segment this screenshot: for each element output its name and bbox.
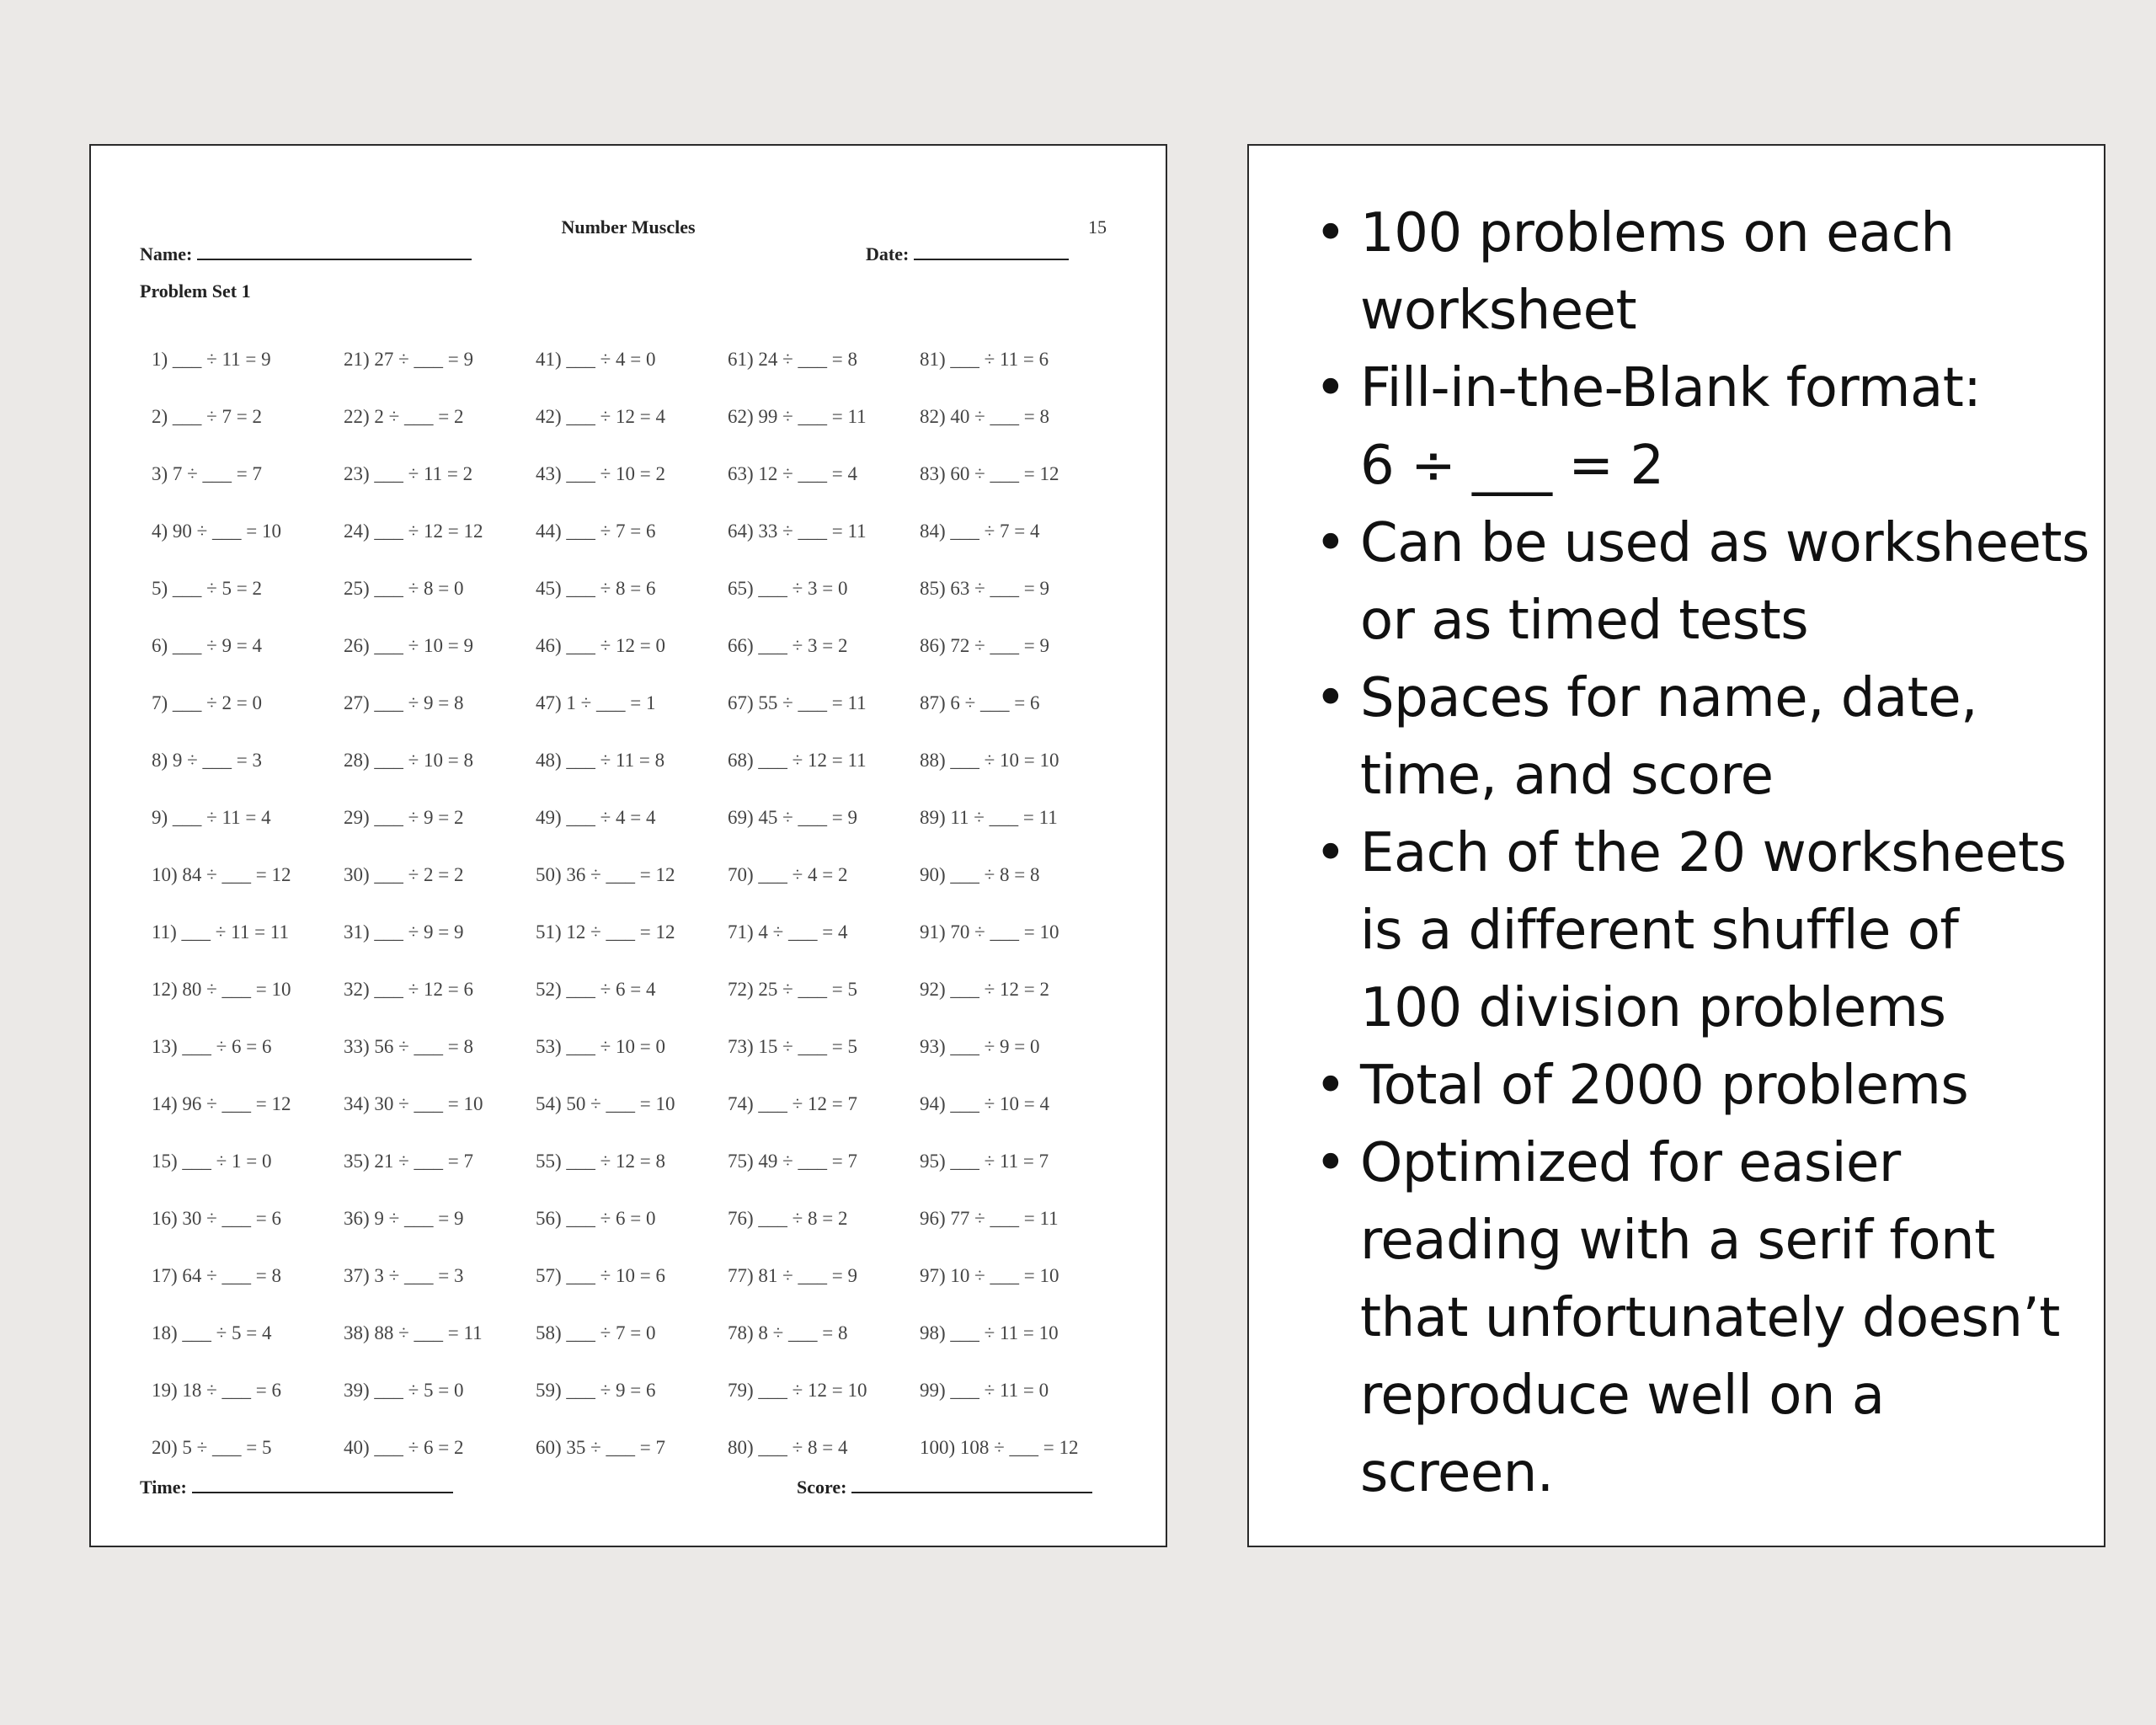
problem-item: 1) ___ ÷ 11 = 9: [152, 349, 271, 370]
problem-item: 34) 30 ÷ ___ = 10: [344, 1093, 483, 1114]
feature-text: Fill-in-the-Blank format:: [1360, 357, 1982, 419]
problem-item: 2) ___ ÷ 7 = 2: [152, 406, 263, 427]
problem-item: 36) 9 ÷ ___ = 9: [344, 1208, 464, 1229]
problem-item: 19) 18 ÷ ___ = 6: [152, 1380, 282, 1401]
problem-item: 91) 70 ÷ ___ = 10: [920, 921, 1059, 943]
problem-item: 10) 84 ÷ ___ = 12: [152, 864, 291, 885]
problem-column-1: [152, 331, 291, 1477]
problem-item: 20) 5 ÷ ___ = 5: [152, 1437, 272, 1458]
problem-item: 45) ___ ÷ 8 = 6: [536, 578, 656, 599]
name-label: Name:: [140, 243, 193, 264]
features-list: [1249, 146, 2104, 1512]
problem-item: 60) 35 ÷ ___ = 7: [536, 1437, 666, 1458]
time-label: Time:: [140, 1477, 187, 1498]
problem-item: 58) ___ ÷ 7 = 0: [536, 1322, 656, 1343]
problem-item: 52) ___ ÷ 6 = 4: [536, 979, 656, 1000]
date-blank: [914, 242, 1069, 260]
feature-text: that unfortunately doesn’t: [1360, 1287, 2060, 1349]
problem-item: 33) 56 ÷ ___ = 8: [344, 1036, 474, 1057]
problem-column-5: [920, 331, 1079, 1477]
problem-item: 79) ___ ÷ 12 = 10: [728, 1380, 867, 1401]
score-field: [797, 1475, 1092, 1498]
problem-item: 70) ___ ÷ 4 = 2: [728, 864, 848, 885]
problem-column-3: [536, 331, 675, 1477]
time-field: [140, 1475, 453, 1498]
problem-item: 81) ___ ÷ 11 = 6: [920, 349, 1049, 370]
bullet-icon: •: [1315, 1055, 1347, 1117]
problem-item: 72) 25 ÷ ___ = 5: [728, 979, 858, 1000]
problem-item: 24) ___ ÷ 12 = 12: [344, 521, 483, 542]
bullet-icon: •: [1315, 667, 1347, 729]
problem-item: 65) ___ ÷ 3 = 0: [728, 578, 848, 599]
score-blank: [851, 1475, 1092, 1493]
feature-text: 100 problems on each: [1360, 202, 1955, 264]
worksheet-title: Number Muscles: [561, 216, 696, 238]
problem-item: 48) ___ ÷ 11 = 8: [536, 750, 665, 771]
problem-item: 63) 12 ÷ ___ = 4: [728, 463, 858, 484]
problem-item: 12) 80 ÷ ___ = 10: [152, 979, 291, 1000]
problem-item: 14) 96 ÷ ___ = 12: [152, 1093, 291, 1114]
problem-item: 89) 11 ÷ ___ = 11: [920, 807, 1058, 828]
problem-set-label: Problem Set 1: [140, 280, 251, 302]
problem-item: 3) 7 ÷ ___ = 7: [152, 463, 263, 484]
date-label: Date:: [866, 243, 910, 264]
problem-item: 6) ___ ÷ 9 = 4: [152, 635, 263, 656]
problem-item: 41) ___ ÷ 4 = 0: [536, 349, 656, 370]
problem-item: 47) 1 ÷ ___ = 1: [536, 692, 656, 713]
problem-item: 13) ___ ÷ 6 = 6: [152, 1036, 272, 1057]
problem-item: 53) ___ ÷ 10 = 0: [536, 1036, 666, 1057]
problem-item: 16) 30 ÷ ___ = 6: [152, 1208, 282, 1229]
problem-item: 93) ___ ÷ 9 = 0: [920, 1036, 1040, 1057]
problem-item: 85) 63 ÷ ___ = 9: [920, 578, 1050, 599]
problem-item: 100) 108 ÷ ___ = 12: [920, 1437, 1079, 1458]
problem-item: 97) 10 ÷ ___ = 10: [920, 1265, 1059, 1286]
problem-item: 42) ___ ÷ 12 = 4: [536, 406, 666, 427]
problem-item: 32) ___ ÷ 12 = 6: [344, 979, 474, 1000]
feature-item: [1283, 814, 2087, 1047]
problem-item: 39) ___ ÷ 5 = 0: [344, 1380, 464, 1401]
problem-item: 25) ___ ÷ 8 = 0: [344, 578, 464, 599]
problem-item: 51) 12 ÷ ___ = 12: [536, 921, 675, 943]
problem-item: 61) 24 ÷ ___ = 8: [728, 349, 858, 370]
problem-item: 44) ___ ÷ 7 = 6: [536, 521, 656, 542]
feature-item: [1283, 660, 2087, 814]
feature-text: worksheet: [1360, 280, 1637, 342]
problem-item: 26) ___ ÷ 10 = 9: [344, 635, 474, 656]
problem-item: 21) 27 ÷ ___ = 9: [344, 349, 474, 370]
feature-item: [1283, 1124, 2087, 1512]
time-blank: [192, 1475, 453, 1493]
bullet-icon: •: [1315, 1132, 1347, 1194]
bullet-icon: •: [1315, 202, 1347, 264]
problem-item: 95) ___ ÷ 11 = 7: [920, 1151, 1049, 1172]
problem-item: 43) ___ ÷ 10 = 2: [536, 463, 666, 484]
problem-item: 75) 49 ÷ ___ = 7: [728, 1151, 858, 1172]
score-label: Score:: [797, 1477, 847, 1498]
problem-column-2: [344, 331, 483, 1477]
problem-item: 90) ___ ÷ 8 = 8: [920, 864, 1040, 885]
bullet-icon: •: [1315, 512, 1347, 574]
problem-item: 96) 77 ÷ ___ = 11: [920, 1208, 1059, 1229]
problem-item: 88) ___ ÷ 10 = 10: [920, 750, 1059, 771]
problem-item: 49) ___ ÷ 4 = 4: [536, 807, 656, 828]
problem-item: 92) ___ ÷ 12 = 2: [920, 979, 1050, 1000]
problem-item: 71) 4 ÷ ___ = 4: [728, 921, 848, 943]
bullet-icon: •: [1315, 357, 1347, 419]
problem-item: 4) 90 ÷ ___ = 10: [152, 521, 282, 542]
problem-item: 22) 2 ÷ ___ = 2: [344, 406, 464, 427]
problem-item: 5) ___ ÷ 5 = 2: [152, 578, 263, 599]
feature-text: screen.: [1360, 1442, 1554, 1504]
features-panel: [1247, 144, 2105, 1547]
page-number: 15: [1088, 216, 1107, 238]
problem-item: 27) ___ ÷ 9 = 8: [344, 692, 464, 713]
problem-item: 54) 50 ÷ ___ = 10: [536, 1093, 675, 1114]
problem-item: 15) ___ ÷ 1 = 0: [152, 1151, 272, 1172]
feature-text: time, and score: [1360, 745, 1774, 807]
problem-item: 30) ___ ÷ 2 = 2: [344, 864, 464, 885]
name-field: [140, 242, 472, 265]
problem-item: 84) ___ ÷ 7 = 4: [920, 521, 1040, 542]
feature-text: Can be used as worksheets: [1360, 512, 2089, 574]
problem-item: 9) ___ ÷ 11 = 4: [152, 807, 271, 828]
problem-item: 77) 81 ÷ ___ = 9: [728, 1265, 858, 1286]
feature-item: [1283, 195, 2087, 350]
problem-item: 18) ___ ÷ 5 = 4: [152, 1322, 272, 1343]
problem-item: 37) 3 ÷ ___ = 3: [344, 1265, 464, 1286]
problem-item: 38) 88 ÷ ___ = 11: [344, 1322, 483, 1343]
problem-item: 46) ___ ÷ 12 = 0: [536, 635, 666, 656]
feature-item: [1283, 350, 2087, 505]
problem-item: 59) ___ ÷ 9 = 6: [536, 1380, 656, 1401]
problem-item: 28) ___ ÷ 10 = 8: [344, 750, 474, 771]
problem-item: 55) ___ ÷ 12 = 8: [536, 1151, 666, 1172]
problem-item: 57) ___ ÷ 10 = 6: [536, 1265, 666, 1286]
feature-text: Total of 2000 problems: [1360, 1055, 1969, 1117]
problem-item: 7) ___ ÷ 2 = 0: [152, 692, 263, 713]
feature-text: Optimized for easier: [1360, 1132, 1901, 1194]
problem-item: 73) 15 ÷ ___ = 5: [728, 1036, 858, 1057]
problem-item: 66) ___ ÷ 3 = 2: [728, 635, 848, 656]
problem-item: 56) ___ ÷ 6 = 0: [536, 1208, 656, 1229]
problem-grid: [91, 331, 1166, 1458]
problem-item: 74) ___ ÷ 12 = 7: [728, 1093, 858, 1114]
problem-item: 8) 9 ÷ ___ = 3: [152, 750, 263, 771]
problem-item: 86) 72 ÷ ___ = 9: [920, 635, 1050, 656]
feature-text: reading with a serif font: [1360, 1210, 1995, 1272]
problem-item: 87) 6 ÷ ___ = 6: [920, 692, 1040, 713]
feature-text: is a different shuffle of: [1360, 900, 1959, 962]
problem-item: 23) ___ ÷ 11 = 2: [344, 463, 473, 484]
problem-item: 80) ___ ÷ 8 = 4: [728, 1437, 848, 1458]
problem-item: 82) 40 ÷ ___ = 8: [920, 406, 1050, 427]
problem-item: 40) ___ ÷ 6 = 2: [344, 1437, 464, 1458]
name-blank: [197, 242, 472, 260]
problem-item: 29) ___ ÷ 9 = 2: [344, 807, 464, 828]
feature-text: or as timed tests: [1360, 590, 1809, 652]
feature-text: 100 division problems: [1360, 977, 1946, 1039]
problem-item: 35) 21 ÷ ___ = 7: [344, 1151, 474, 1172]
feature-text: Each of the 20 worksheets: [1360, 822, 2067, 884]
feature-text: reproduce well on a: [1360, 1365, 1885, 1427]
problem-item: 17) 64 ÷ ___ = 8: [152, 1265, 282, 1286]
problem-item: 11) ___ ÷ 11 = 11: [152, 921, 289, 943]
problem-item: 67) 55 ÷ ___ = 11: [728, 692, 867, 713]
problem-item: 62) 99 ÷ ___ = 11: [728, 406, 867, 427]
feature-item: [1283, 1047, 2087, 1124]
bullet-icon: •: [1315, 822, 1347, 884]
feature-text: Spaces for name, date,: [1360, 667, 1977, 729]
problem-item: 83) 60 ÷ ___ = 12: [920, 463, 1059, 484]
feature-item: [1283, 505, 2087, 660]
problem-item: 98) ___ ÷ 11 = 10: [920, 1322, 1059, 1343]
feature-text: 6 ÷ ___ = 2: [1360, 435, 1664, 497]
problem-item: 64) 33 ÷ ___ = 11: [728, 521, 867, 542]
problem-item: 68) ___ ÷ 12 = 11: [728, 750, 867, 771]
problem-item: 76) ___ ÷ 8 = 2: [728, 1208, 848, 1229]
problem-item: 94) ___ ÷ 10 = 4: [920, 1093, 1050, 1114]
problem-column-4: [728, 331, 867, 1477]
worksheet-preview: [89, 144, 1167, 1547]
problem-item: 99) ___ ÷ 11 = 0: [920, 1380, 1049, 1401]
problem-item: 78) 8 ÷ ___ = 8: [728, 1322, 848, 1343]
problem-item: 69) 45 ÷ ___ = 9: [728, 807, 858, 828]
date-field: [866, 242, 1069, 265]
problem-item: 31) ___ ÷ 9 = 9: [344, 921, 464, 943]
problem-item: 50) 36 ÷ ___ = 12: [536, 864, 675, 885]
